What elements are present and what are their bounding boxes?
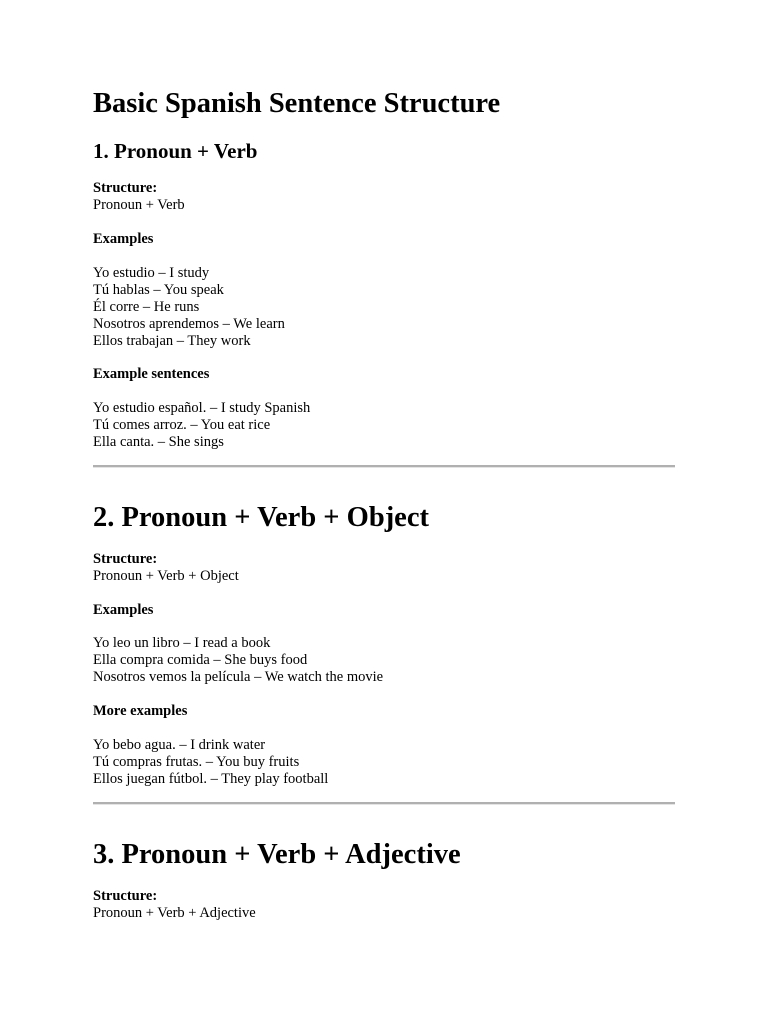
section-1-extra-list (93, 400, 310, 451)
section-divider (93, 802, 675, 805)
example-sentence: Ella canta. – She sings (93, 434, 224, 450)
example-item: Nosotros aprendemos – We learn (93, 316, 285, 332)
section-1-examples-label: Examples (93, 231, 154, 247)
section-2-structure (93, 551, 239, 585)
section-2-examples-label: Examples (93, 602, 154, 618)
structure-label: Structure: (93, 180, 158, 196)
page-title: Basic Spanish Sentence Structure (93, 88, 501, 119)
example-item: Ella compra comida – She buys food (93, 652, 308, 668)
example-sentence: Tú compras frutas. – You buy fruits (93, 754, 300, 770)
example-sentence: Ellos juegan fútbol. – They play football (93, 771, 329, 787)
structure-label: Structure: (93, 888, 158, 904)
example-item: Yo estudio – I study (93, 265, 210, 281)
section-1-heading: 1. Pronoun + Verb (93, 139, 258, 163)
example-sentence: Yo estudio español. – I study Spanish (93, 400, 311, 416)
section-3-structure (93, 888, 256, 922)
section-divider (93, 465, 675, 468)
example-item: Tú hablas – You speak (93, 282, 224, 298)
section-2-extra-list (93, 737, 328, 788)
structure-value: Pronoun + Verb + Adjective (93, 905, 256, 921)
section-2-examples-list (93, 635, 383, 686)
example-sentence: Tú comes arroz. – You eat rice (93, 417, 271, 433)
example-item: Él corre – He runs (93, 299, 200, 315)
section-1-structure (93, 180, 185, 214)
section-1-examples-list (93, 265, 285, 350)
section-1-extra-label: Example sentences (93, 366, 210, 382)
structure-label: Structure: (93, 551, 158, 567)
structure-value: Pronoun + Verb (93, 197, 185, 213)
example-item: Nosotros vemos la película – We watch the movie (93, 669, 384, 685)
example-item: Ellos trabajan – They work (93, 333, 251, 349)
structure-value: Pronoun + Verb + Object (93, 568, 239, 584)
example-item: Yo leo un libro – I read a book (93, 635, 271, 651)
section-3-heading: 3. Pronoun + Verb + Adjective (93, 839, 461, 870)
example-sentence: Yo bebo agua. – I drink water (93, 737, 266, 753)
section-2-extra-label: More examples (93, 703, 188, 719)
section-2-heading: 2. Pronoun + Verb + Object (93, 502, 429, 533)
